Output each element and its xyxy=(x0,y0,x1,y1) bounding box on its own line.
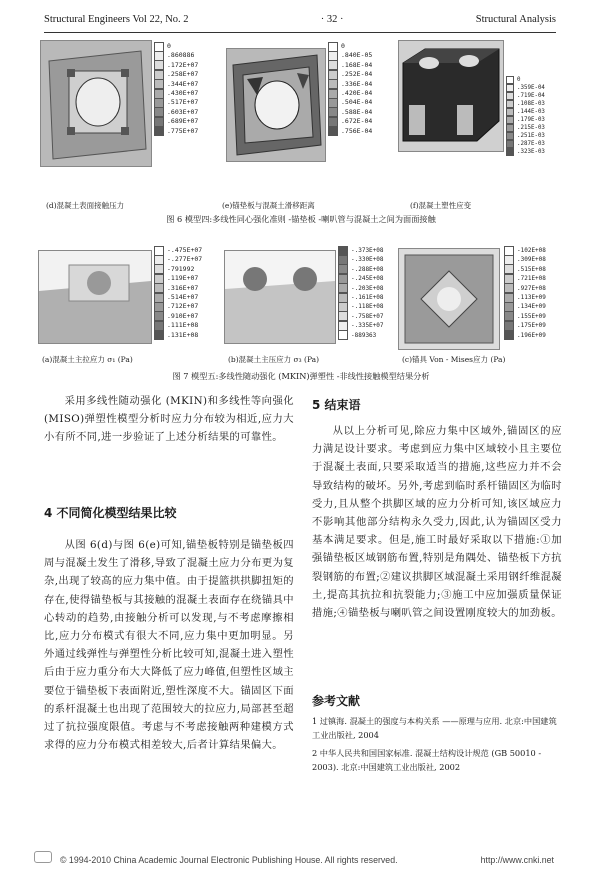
reference-item: 2 中华人民共和国国家标准. 混凝土结构设计规范 (GB 50010 - 2003). 北京:中国建筑工业出版社, 2002 xyxy=(312,748,542,772)
figure-6 xyxy=(36,38,566,228)
figure-6-title: 图 6 模型四:多线性同心强化准则 -锚垫板 -喇叭管与混凝土之间为面面接触 xyxy=(166,214,436,224)
legend-value: -889363 xyxy=(351,331,377,339)
references-heading: 参考文献 xyxy=(312,694,361,708)
legend-value: -.758E+07 xyxy=(351,312,384,320)
paragraph: 从图 6(d)与图 6(e)可知,锚垫板特别是锚垫板四周与混凝土发生了滑移,导致了混凝土应力分布更为复杂,出现了较高的应力集中值。由于提篮拱拱脚扭矩的存在,使得锚垫板与其接触的混凝土表面存在绕锚具中心转动的趋势,由接触分析可以发现,与不考虑摩擦相比,应力分布模式有很大不同,应力集中更加明显。另外通过线弹性与弹塑性分析比较可知,混凝土进入塑性后由于应力重分布大大降低了应力峰值,但塑性区域主要位于锚垫板下表面附近,塑性深度不大。锚固区下面的系杆混凝土也出现了范围较大的拉应力,局部甚至超过了抗拉强度限值。考虑与不考虑接触两种建模方式求得的应力分布模式相差较大,后者计算结果偏大。 xyxy=(44,539,294,752)
legend-6e xyxy=(328,42,372,136)
legend-value: .196E+09 xyxy=(517,331,546,339)
legend-swatch xyxy=(506,124,514,132)
section-4-heading: 4 不同简化模型结果比较 xyxy=(44,506,177,520)
legend-value: .323E-03 xyxy=(517,149,545,155)
paragraph: 采用多线性随动强化 (MKIN)和多线性等向强化 (MISO)弹塑性模型分析时应力分布较为相近,应力大小有所不同,进一步验证了上述分析结果的可靠性。 xyxy=(44,395,294,444)
figure-7-title: 图 7 模型五:多线性随动强化 (MKIN)弹塑性 -非线性接触模型结果分析 xyxy=(172,371,430,381)
references-list xyxy=(312,714,562,774)
legend-value: .111E+08 xyxy=(167,321,199,330)
legend-value: .108E-03 xyxy=(517,101,545,107)
legend-value: .131E+08 xyxy=(167,330,199,339)
legend-value: -.288E+08 xyxy=(351,265,384,273)
legend-swatch xyxy=(338,330,348,340)
legend-value: -.203E+08 xyxy=(351,284,384,292)
legend-value: .251E-03 xyxy=(517,133,545,139)
legend-value: -.373E+08 xyxy=(351,247,384,254)
legend-value: .721E+08 xyxy=(517,275,546,283)
legend-value: .359E-04 xyxy=(517,85,545,91)
right-column-body xyxy=(312,422,562,622)
section-5-heading: 5 结束语 xyxy=(312,398,361,412)
legend-value: -.330E+08 xyxy=(351,256,384,264)
caption-6f: (f)混凝土塑性应变 xyxy=(410,201,472,210)
legend-value: .860886 xyxy=(167,51,195,60)
legend-swatch xyxy=(506,92,514,100)
legend-swatch xyxy=(506,148,514,156)
legend-value: -.245E+08 xyxy=(351,275,384,283)
legend-swatch xyxy=(506,140,514,148)
legend-value: .840E-05 xyxy=(341,51,373,60)
legend-value: .430E+07 xyxy=(167,88,199,97)
legend-value: .258E+07 xyxy=(167,70,199,79)
fem-mesh-graphic xyxy=(227,49,325,161)
legend-value: .175E+09 xyxy=(517,322,546,330)
legend-value: .672E-04 xyxy=(341,117,373,126)
fem-mesh-graphic xyxy=(41,41,151,166)
legend-value: .927E+08 xyxy=(517,284,546,292)
footer-url[interactable]: http://www.cnki.net xyxy=(480,855,554,865)
legend-swatch xyxy=(506,100,514,108)
legend-swatch xyxy=(154,330,164,340)
fem-image-plastic-strain xyxy=(398,40,504,152)
legend-value: .517E+07 xyxy=(167,98,199,107)
legend-value: .756E-04 xyxy=(341,126,373,135)
paragraph: 从以上分析可见,除应力集中区域外,锚固区的应力满足设计要求。考虑到应力集中区域较小且主要位于混凝土表面,只要采取适当的措施,这些应力并不会导致结构的破坏。另外,考虑到临时系杆锚固区为临时受力,且从整个拱脚区域的应力分析可知,该区域应力不影响其他部分结构永久受力,因此,认为锚固区受力基本满足要求。但是,施工时最好采取以下措施:①加强锚垫板区域钢筋布置,特别是角隅处、锚垫板下方抗裂钢筋的布置;②建议拱脚区域混凝土采用钢纤维混凝土,提高其抗拉和抗裂能力;③施工中应加强质量保证措施;④锚垫板与喇叭管之间设置刚度较大的加劲板。 xyxy=(312,425,562,620)
legend-value: .712E+07 xyxy=(167,302,199,311)
legend-7a xyxy=(154,246,202,340)
legend-value: .113E+09 xyxy=(517,293,546,301)
copyright-text: © 1994-2010 China Academic Journal Electronic Publishing House. All rights reserved. xyxy=(60,855,398,865)
legend-value: .344E+07 xyxy=(167,79,199,88)
legend-value: .179E-03 xyxy=(517,117,545,123)
legend-swatch xyxy=(506,108,514,116)
fem-image-slip-distance xyxy=(226,48,326,162)
legend-value: .144E-03 xyxy=(517,109,545,115)
legend-6d xyxy=(154,42,198,136)
legend-value: .910E+07 xyxy=(167,311,199,320)
journal-name: Structural Engineers Vol 22, No. 2 xyxy=(44,14,189,25)
fem-image-contact-pressure xyxy=(40,40,152,167)
legend-value: .336E-04 xyxy=(341,79,373,88)
legend-value: -.335E+07 xyxy=(351,322,384,330)
fem-mesh-graphic xyxy=(399,249,499,349)
legend-value: .215E-03 xyxy=(517,125,545,131)
legend-value: .316E+07 xyxy=(167,283,199,292)
legend-swatch xyxy=(154,126,164,136)
legend-swatch xyxy=(506,84,514,92)
legend-value: 0 xyxy=(341,42,345,50)
legend-6f xyxy=(506,76,545,156)
legend-value: .420E-04 xyxy=(341,88,373,97)
left-column-body xyxy=(44,536,294,754)
legend-value: -.118E+08 xyxy=(351,303,384,311)
footer xyxy=(60,855,554,865)
legend-value: 0 xyxy=(167,42,171,50)
legend-value: .515E+08 xyxy=(517,265,546,273)
legend-7c xyxy=(504,246,546,340)
left-column xyxy=(44,392,294,447)
fem-image-von-mises xyxy=(398,248,500,350)
legend-value: .775E+07 xyxy=(167,126,199,135)
caption-7a: (a)混凝土主拉应力 σ₁ (Pa) xyxy=(42,355,133,364)
legend-swatch xyxy=(328,126,338,136)
caption-7b: (b)混凝土主压应力 σ₃ (Pa) xyxy=(228,355,320,364)
caption-6e: (e)锚垫板与混凝土滑移距离 xyxy=(222,201,315,210)
legend-value: .134E+09 xyxy=(517,303,546,311)
legend-value: .719E-04 xyxy=(517,93,545,99)
fem-mesh-graphic xyxy=(399,41,503,151)
legend-value: .514E+07 xyxy=(167,292,199,301)
legend-7b xyxy=(338,246,384,340)
legend-value: .588E-04 xyxy=(341,107,373,116)
legend-value: .287E-03 xyxy=(517,141,545,147)
legend-value: .172E+07 xyxy=(167,60,199,69)
running-header xyxy=(44,14,556,30)
legend-value: -.277E+07 xyxy=(167,255,203,264)
legend-value: .252E-04 xyxy=(341,70,373,79)
publisher-logo-icon xyxy=(34,851,52,863)
legend-value: .119E+07 xyxy=(167,274,199,283)
legend-value: -791992 xyxy=(167,264,195,273)
legend-value: -102E+08 xyxy=(517,247,546,254)
legend-swatch xyxy=(506,116,514,124)
section-name: Structural Analysis xyxy=(475,14,556,25)
fem-mesh-graphic xyxy=(225,251,335,343)
legend-swatch xyxy=(506,132,514,140)
caption-7c: (c)锚具 Von - Mises应力 (Pa) xyxy=(402,355,506,364)
figure-7 xyxy=(36,234,566,384)
fem-image-principal-compression xyxy=(224,250,336,344)
legend-value: .689E+07 xyxy=(167,117,199,126)
legend-value: .155E+09 xyxy=(517,312,546,320)
fem-image-principal-tension xyxy=(38,250,152,344)
header-rule xyxy=(44,32,556,33)
legend-value: -.161E+08 xyxy=(351,293,384,301)
legend-swatch xyxy=(504,330,514,340)
reference-item: 1 过镇海. 混凝土的强度与本构关系 ——原理与应用. 北京:中国建筑工业出版社, 2004 xyxy=(312,716,557,740)
legend-value: .309E+08 xyxy=(517,256,546,264)
legend-value: .504E-04 xyxy=(341,98,373,107)
legend-value: 0 xyxy=(517,77,521,83)
legend-value: .168E-04 xyxy=(341,60,373,69)
page-number: · 32 · xyxy=(320,14,344,25)
legend-value: .603E+07 xyxy=(167,107,199,116)
legend-value: -.475E+07 xyxy=(167,246,203,254)
caption-6d: (d)混凝土表面接触压力 xyxy=(46,201,125,210)
legend-swatch xyxy=(506,76,514,84)
fem-mesh-graphic xyxy=(39,251,151,343)
